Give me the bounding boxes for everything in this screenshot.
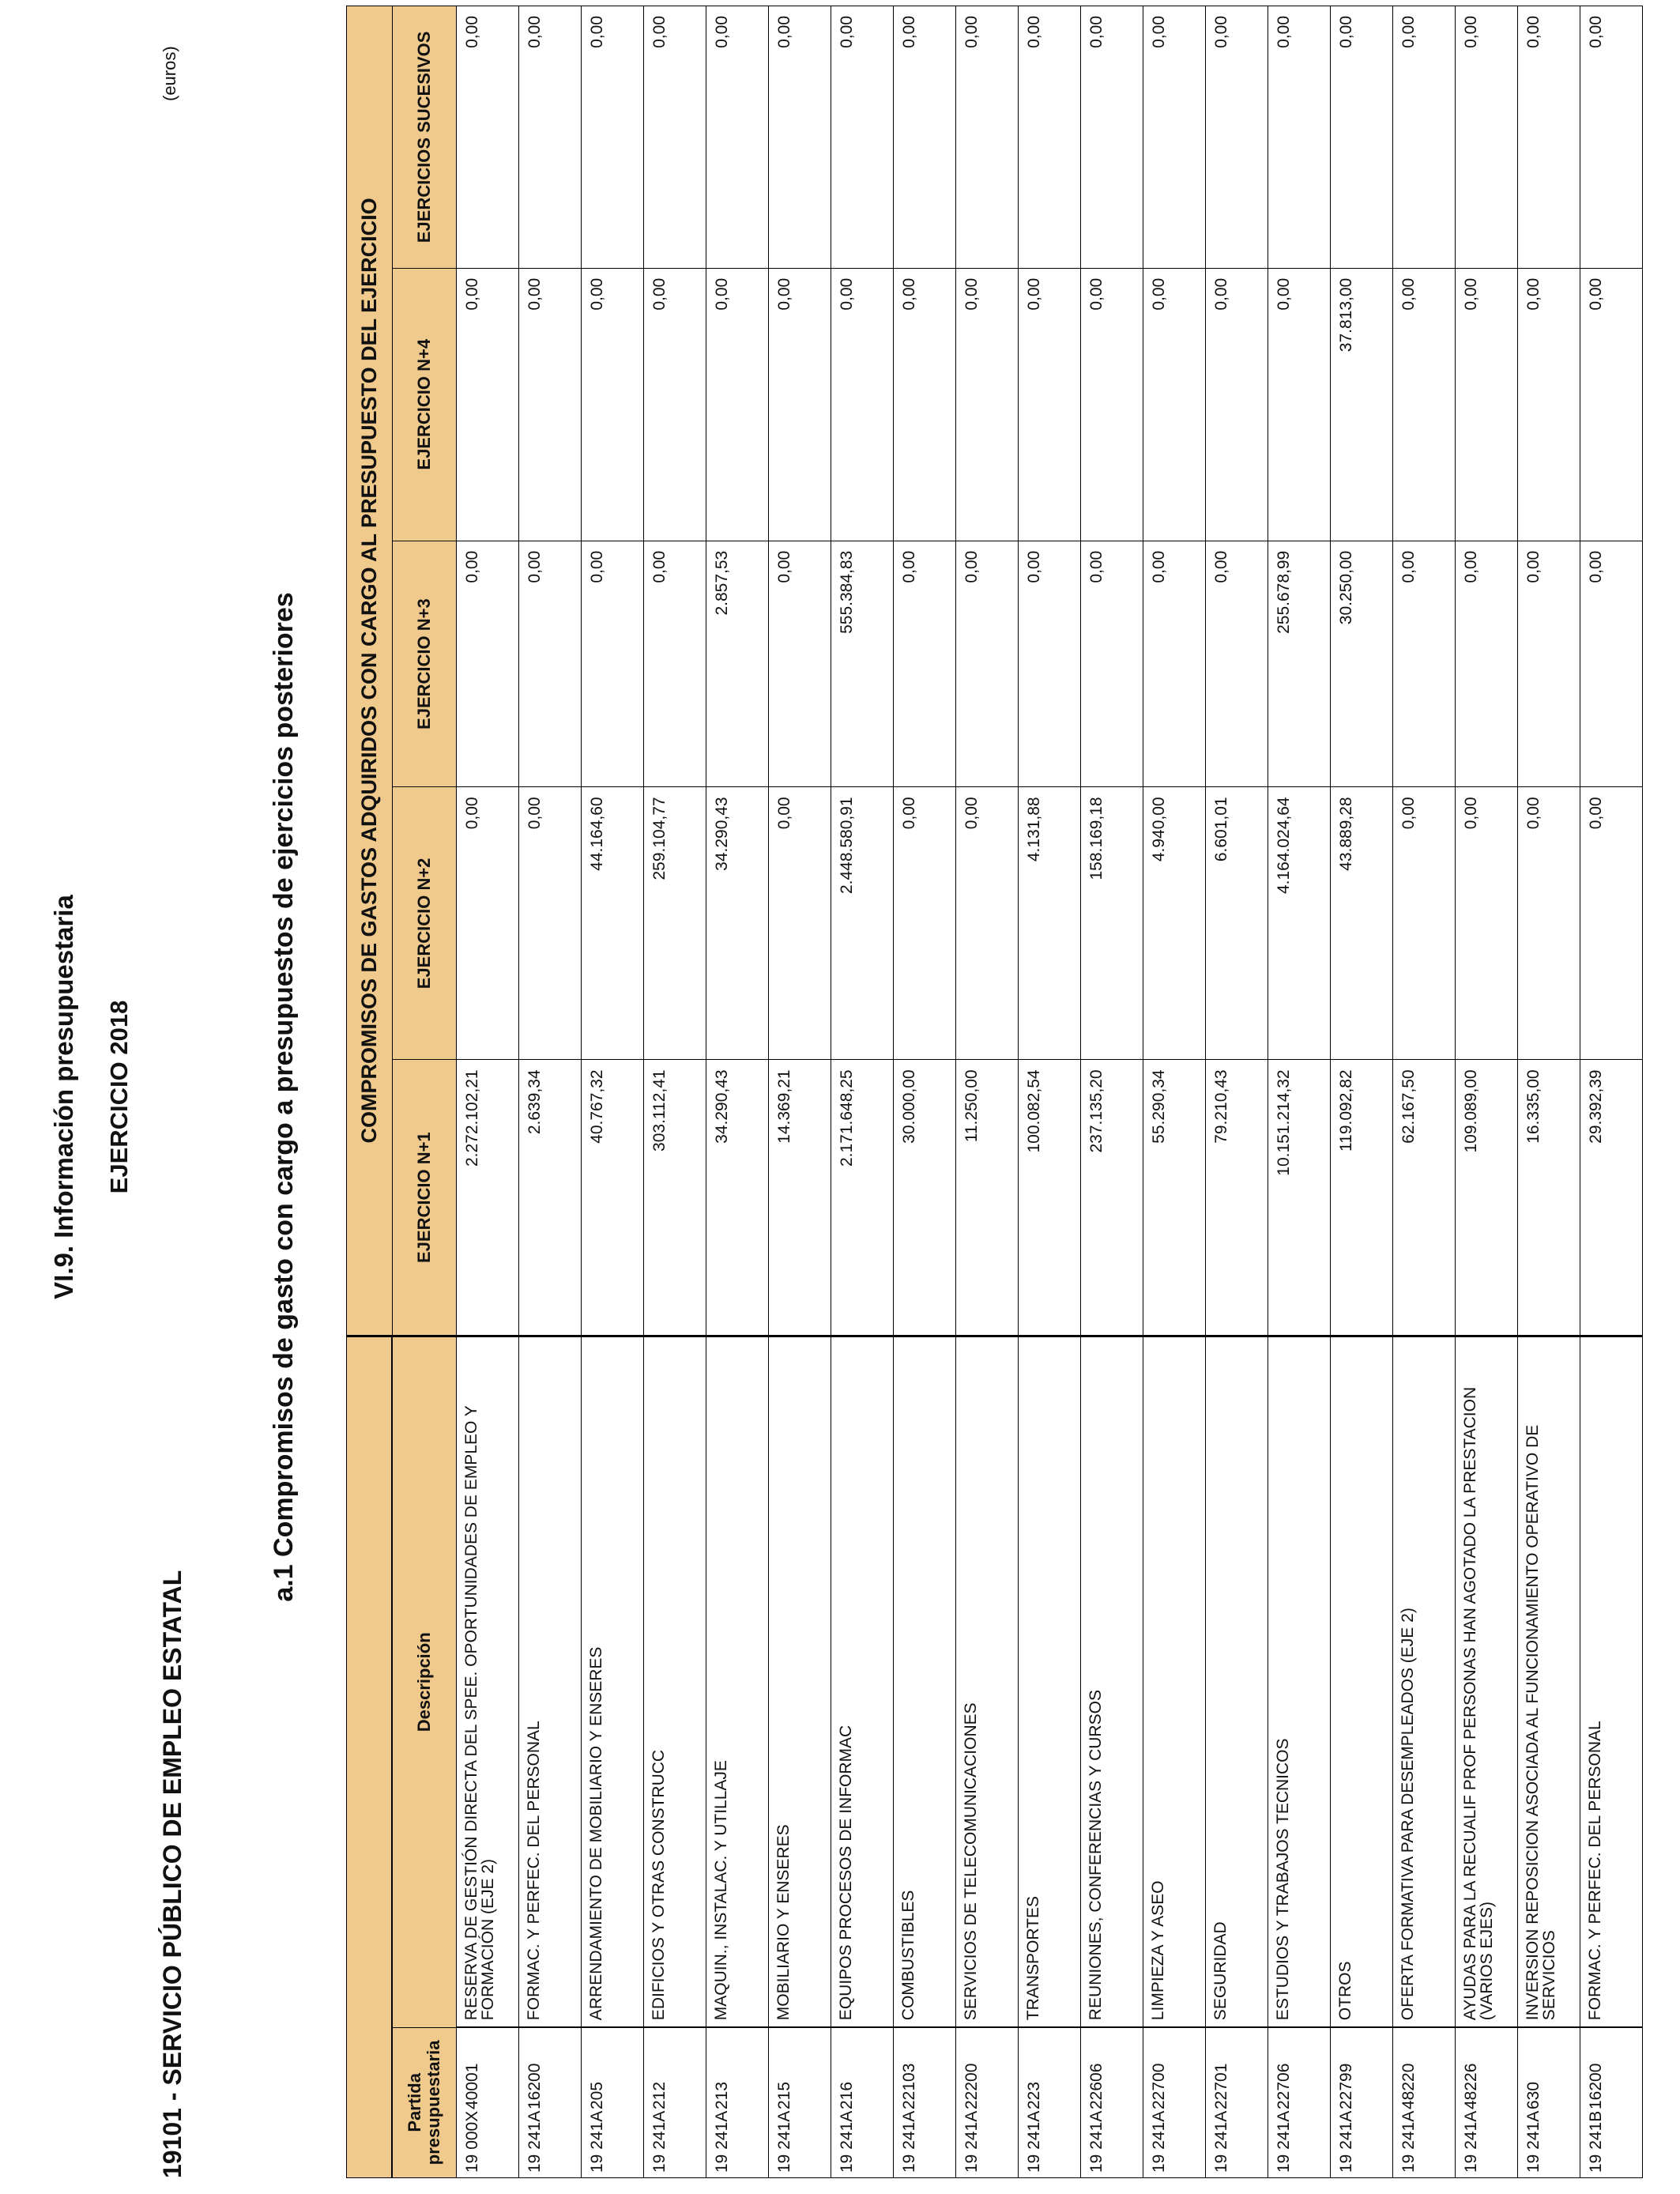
cell-n4: 0,00	[644, 268, 706, 541]
partida-program: 19 241A	[1150, 2110, 1168, 2173]
cell-partida	[644, 2027, 706, 2177]
cell-n1: 109.089,00	[1456, 1060, 1518, 1336]
cell-n4: 0,00	[831, 268, 894, 541]
cell-n1: 34.290,43	[706, 1060, 769, 1336]
table-row	[769, 6, 831, 2178]
partida-program: 19 000X	[463, 2110, 481, 2173]
column-header-n3: EJERCICIO N+3	[392, 541, 457, 787]
partida-concepto: 22103	[900, 2063, 918, 2109]
partida-concepto: 16200	[1587, 2063, 1605, 2109]
cell-partida	[457, 2027, 519, 2177]
cell-n2: 0,00	[457, 787, 519, 1060]
column-header-partida: Partida presupuestaria	[392, 2027, 457, 2177]
cell-n3: 0,00	[644, 541, 706, 787]
cell-descripcion: OFERTA FORMATIVA PARA DESEMPLEADOS (EJE 2)	[1393, 1336, 1456, 2027]
table-row	[831, 6, 894, 2178]
cell-sucesivos: 0,00	[1143, 6, 1206, 269]
cell-n1: 16.335,00	[1518, 1060, 1580, 1336]
currency-unit: (euros)	[160, 46, 179, 101]
cell-partida	[1081, 2027, 1143, 2177]
cell-n3: 0,00	[1456, 541, 1518, 787]
cell-descripcion: REUNIONES, CONFERENCIAS Y CURSOS	[1081, 1336, 1143, 2027]
partida-concepto: 212	[650, 2081, 669, 2109]
partida-program: 19 241A	[1275, 2110, 1293, 2173]
cell-n2: 2.448.580,91	[831, 787, 894, 1060]
partida-concepto: 213	[713, 2081, 731, 2109]
table-row	[644, 6, 706, 2178]
table-row	[1518, 6, 1580, 2178]
cell-partida	[1143, 2027, 1206, 2177]
organization-title: 19101 - SERVICIO PÚBLICO DE EMPLEO ESTATAL	[158, 1570, 186, 2178]
cell-sucesivos: 0,00	[1268, 6, 1331, 269]
cell-n1: 62.167,50	[1393, 1060, 1456, 1336]
cell-n2: 0,00	[956, 787, 1019, 1060]
cell-n2: 0,00	[1518, 787, 1580, 1060]
column-header-descripcion: Descripción	[392, 1336, 457, 2027]
cell-descripcion: EDIFICIOS Y OTRAS CONSTRUCC	[644, 1336, 706, 2027]
partida-program: 19 241B	[1587, 2110, 1605, 2173]
cell-n3: 0,00	[1393, 541, 1456, 787]
cell-n4: 0,00	[1143, 268, 1206, 541]
cell-partida	[1393, 2027, 1456, 2177]
cell-partida	[769, 2027, 831, 2177]
cell-n2: 43.889,28	[1331, 787, 1393, 1060]
cell-n4: 0,00	[457, 268, 519, 541]
table-row	[519, 6, 582, 2178]
cell-n2: 44.164,60	[582, 787, 644, 1060]
cell-sucesivos: 0,00	[1019, 6, 1081, 269]
cell-sucesivos: 0,00	[1456, 6, 1518, 269]
cell-descripcion: EQUIPOS PROCESOS DE INFORMAC	[831, 1336, 894, 2027]
partida-program: 19 241A	[962, 2110, 981, 2173]
column-header-sucesivos: EJERCICIOS SUCESIVOS	[392, 6, 457, 269]
cell-n3: 555.384,83	[831, 541, 894, 787]
partida-concepto: 22799	[1337, 2063, 1355, 2109]
partida-program: 19 241A	[775, 2110, 793, 2173]
cell-n1: 10.151.214,32	[1268, 1060, 1331, 1336]
cell-sucesivos: 0,00	[831, 6, 894, 269]
cell-n2: 6.601,01	[1206, 787, 1268, 1060]
cell-n4: 0,00	[769, 268, 831, 541]
cell-sucesivos: 0,00	[1081, 6, 1143, 269]
cell-descripcion: MAQUIN., INSTALAC. Y UTILLAJE	[706, 1336, 769, 2027]
cell-sucesivos: 0,00	[457, 6, 519, 269]
cell-n2: 4.940,00	[1143, 787, 1206, 1060]
cell-n4: 0,00	[1456, 268, 1518, 541]
cell-n3: 0,00	[1143, 541, 1206, 787]
table-row	[1393, 6, 1456, 2178]
cell-n1: 119.092,82	[1331, 1060, 1393, 1336]
main-title: VI.9. Información presupuestaria	[49, 895, 78, 1299]
cell-n1: 29.392,39	[1580, 1060, 1643, 1336]
cell-n2: 4.131,88	[1019, 787, 1081, 1060]
cell-n1: 11.250,00	[956, 1060, 1019, 1336]
partida-program: 19 241A	[650, 2110, 669, 2173]
table-row	[1268, 6, 1331, 2178]
partida-concepto: 16200	[525, 2063, 544, 2109]
cell-n3: 2.857,53	[706, 541, 769, 787]
cell-sucesivos: 0,00	[582, 6, 644, 269]
cell-partida	[1518, 2027, 1580, 2177]
cell-n2: 0,00	[519, 787, 582, 1060]
cell-n4: 0,00	[1580, 268, 1643, 541]
cell-n2: 0,00	[769, 787, 831, 1060]
cell-n3: 0,00	[769, 541, 831, 787]
partida-program: 19 241A	[900, 2110, 918, 2173]
cell-descripcion: RESERVA DE GESTIÓN DIRECTA DEL SPEE. OPORTUNIDADES DE EMPLEO Y FORMACIÓN (EJE 2)	[457, 1336, 519, 2027]
cell-n1: 40.767,32	[582, 1060, 644, 1336]
cell-n4: 0,00	[1019, 268, 1081, 541]
partida-concepto: 223	[1025, 2081, 1043, 2109]
cell-sucesivos: 0,00	[706, 6, 769, 269]
cell-descripcion: TRANSPORTES	[1019, 1336, 1081, 2027]
cell-n3: 0,00	[519, 541, 582, 787]
cell-partida	[1268, 2027, 1331, 2177]
partida-program: 19 241A	[713, 2110, 731, 2173]
cell-descripcion: ARRENDAMIENTO DE MOBILIARIO Y ENSERES	[582, 1336, 644, 2027]
cell-sucesivos: 0,00	[1518, 6, 1580, 269]
cell-partida	[1456, 2027, 1518, 2177]
year-title: EJERCICIO 2018	[105, 1000, 133, 1194]
table-row	[894, 6, 956, 2178]
cell-n1: 100.082,54	[1019, 1060, 1081, 1336]
cell-descripcion: LIMPIEZA Y ASEO	[1143, 1336, 1206, 2027]
cell-descripcion: FORMAC. Y PERFEC. DEL PERSONAL	[1580, 1336, 1643, 2027]
cell-sucesivos: 0,00	[769, 6, 831, 269]
cell-n1: 55.290,34	[1143, 1060, 1206, 1336]
cell-n1: 14.369,21	[769, 1060, 831, 1336]
cell-n2: 4.164.024,64	[1268, 787, 1331, 1060]
cell-n1: 2.272.102,21	[457, 1060, 519, 1336]
cell-n3: 30.250,00	[1331, 541, 1393, 787]
table-row	[1206, 6, 1268, 2178]
table-row	[1456, 6, 1518, 2178]
cell-sucesivos: 0,00	[644, 6, 706, 269]
cell-n4: 0,00	[1393, 268, 1456, 541]
cell-n1: 237.135,20	[1081, 1060, 1143, 1336]
partida-program: 19 241A	[1462, 2110, 1480, 2173]
cell-partida	[519, 2027, 582, 2177]
cell-sucesivos: 0,00	[1331, 6, 1393, 269]
partida-program: 19 241A	[1025, 2110, 1043, 2173]
partida-concepto: 22200	[962, 2063, 981, 2109]
partida-program: 19 241A	[588, 2110, 606, 2173]
cell-descripcion: ESTUDIOS Y TRABAJOS TECNICOS	[1268, 1336, 1331, 2027]
cell-n3: 0,00	[1206, 541, 1268, 787]
partida-concepto: 48220	[1399, 2063, 1418, 2109]
cell-n3: 0,00	[1081, 541, 1143, 787]
cell-n4: 0,00	[1206, 268, 1268, 541]
table-row	[1143, 6, 1206, 2178]
cell-descripcion: OTROS	[1331, 1336, 1393, 2027]
partida-concepto: 205	[588, 2081, 606, 2109]
partida-concepto: 22700	[1150, 2063, 1168, 2109]
cell-n4: 0,00	[1268, 268, 1331, 541]
cell-n2: 34.290,43	[706, 787, 769, 1060]
section-subtitle: a.1 Compromisos de gasto con cargo a presupuestos de ejercicios posteriores	[269, 592, 299, 1602]
partida-concepto: 48226	[1462, 2063, 1480, 2109]
partida-program: 19 241A	[1212, 2110, 1230, 2173]
cell-n4: 0,00	[706, 268, 769, 541]
partida-program: 19 241A	[838, 2110, 856, 2173]
cell-n1: 303.112,41	[644, 1060, 706, 1336]
cell-sucesivos: 0,00	[894, 6, 956, 269]
cell-partida	[956, 2027, 1019, 2177]
column-header-n4: EJERCICIO N+4	[392, 268, 457, 541]
cell-sucesivos: 0,00	[519, 6, 582, 269]
table-row	[706, 6, 769, 2178]
table-body	[457, 6, 1643, 2178]
table-row	[1331, 6, 1393, 2178]
cell-n2: 259.104,77	[644, 787, 706, 1060]
cell-descripcion: INVERSION REPOSICION ASOCIADA AL FUNCIONAMIENTO OPERATIVO DE SERVICIOS	[1518, 1336, 1580, 2027]
table-row	[956, 6, 1019, 2178]
partida-concepto: 630	[1524, 2081, 1543, 2109]
column-header-n2: EJERCICIO N+2	[392, 787, 457, 1060]
cell-descripcion: MOBILIARIO Y ENSERES	[769, 1336, 831, 2027]
table-row	[1081, 6, 1143, 2178]
cell-n3: 0,00	[582, 541, 644, 787]
cell-n4: 0,00	[894, 268, 956, 541]
partida-program: 19 241A	[525, 2110, 544, 2173]
cell-n1: 2.639,34	[519, 1060, 582, 1336]
cell-partida	[706, 2027, 769, 2177]
partida-concepto: 215	[775, 2081, 793, 2109]
cell-partida	[831, 2027, 894, 2177]
cell-n4: 0,00	[582, 268, 644, 541]
cell-n2: 0,00	[1456, 787, 1518, 1060]
group-header: COMPROMISOS DE GASTOS ADQUIRIDOS CON CARGO AL PRESUPUESTO DEL EJERCICIO	[347, 6, 393, 1336]
cell-n4: 0,00	[1081, 268, 1143, 541]
cell-partida	[894, 2027, 956, 2177]
cell-n1: 2.171.648,25	[831, 1060, 894, 1336]
cell-descripcion: FORMAC. Y PERFEC. DEL PERSONAL	[519, 1336, 582, 2027]
cell-descripcion: SEGURIDAD	[1206, 1336, 1268, 2027]
cell-partida	[1331, 2027, 1393, 2177]
cell-n3: 0,00	[894, 541, 956, 787]
cell-n3: 255.678,99	[1268, 541, 1331, 787]
cell-n1: 30.000,00	[894, 1060, 956, 1336]
partida-concepto: 22701	[1212, 2063, 1230, 2109]
cell-n3: 0,00	[956, 541, 1019, 787]
cell-sucesivos: 0,00	[956, 6, 1019, 269]
cell-n3: 0,00	[1019, 541, 1081, 787]
partida-concepto: 22606	[1087, 2063, 1106, 2109]
partida-program: 19 241A	[1337, 2110, 1355, 2173]
partida-concepto: 216	[838, 2081, 856, 2109]
table-row	[1580, 6, 1643, 2178]
column-header-n1: EJERCICIO N+1	[392, 1060, 457, 1336]
partida-program: 19 241A	[1524, 2110, 1543, 2173]
table-row	[582, 6, 644, 2178]
cell-n2: 0,00	[1393, 787, 1456, 1060]
cell-partida	[582, 2027, 644, 2177]
cell-n4: 37.813,00	[1331, 268, 1393, 541]
cell-n2: 0,00	[894, 787, 956, 1060]
cell-n4: 0,00	[956, 268, 1019, 541]
cell-partida	[1019, 2027, 1081, 2177]
cell-sucesivos: 0,00	[1393, 6, 1456, 269]
cell-n2: 158.169,18	[1081, 787, 1143, 1060]
header-blank	[347, 1336, 393, 2177]
cell-n3: 0,00	[1518, 541, 1580, 787]
cell-n3: 0,00	[1580, 541, 1643, 787]
cell-n2: 0,00	[1580, 787, 1643, 1060]
commitments-table	[346, 6, 1643, 2178]
cell-n3: 0,00	[457, 541, 519, 787]
partida-program: 19 241A	[1399, 2110, 1418, 2173]
cell-sucesivos: 0,00	[1206, 6, 1268, 269]
partida-program: 19 241A	[1087, 2110, 1106, 2173]
cell-descripcion: COMBUSTIBLES	[894, 1336, 956, 2027]
cell-sucesivos: 0,00	[1580, 6, 1643, 269]
cell-partida	[1206, 2027, 1268, 2177]
table-row	[457, 6, 519, 2178]
partida-concepto: 22706	[1275, 2063, 1293, 2109]
cell-descripcion: SERVICIOS DE TELECOMUNICACIONES	[956, 1336, 1019, 2027]
partida-concepto: 40001	[463, 2063, 481, 2109]
table-row	[1019, 6, 1081, 2178]
cell-n1: 79.210,43	[1206, 1060, 1268, 1336]
cell-descripcion: AYUDAS PARA LA RECUALIF PROF PERSONAS HAN AGOTADO LA PRESTACION (VARIOS EJES)	[1456, 1336, 1518, 2027]
cell-partida	[1580, 2027, 1643, 2177]
cell-n4: 0,00	[1518, 268, 1580, 541]
cell-n4: 0,00	[519, 268, 582, 541]
